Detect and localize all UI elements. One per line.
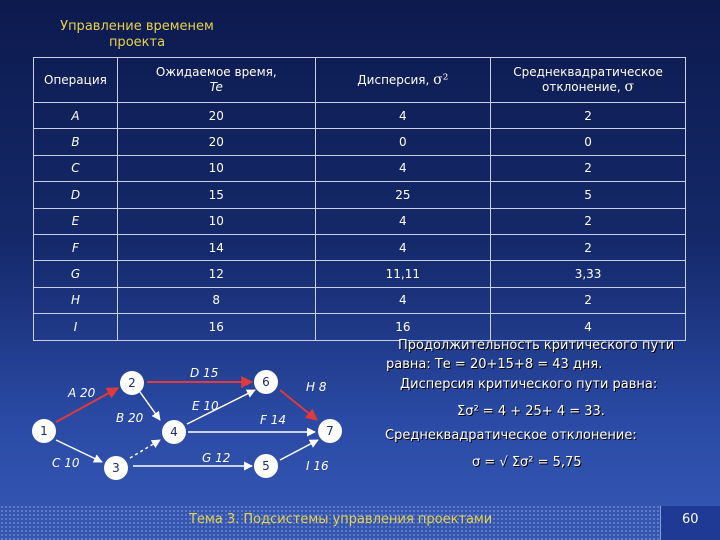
edge-label-f: F 14: [260, 413, 286, 427]
cell-operation: I: [34, 314, 118, 340]
cell-variance: 4: [315, 234, 491, 260]
cell-expected-time: 20: [117, 103, 315, 129]
table-row: [34, 182, 686, 208]
cell-std-deviation: 5: [491, 182, 686, 208]
edge-label-c: C 10: [52, 456, 80, 470]
cell-operation: H: [34, 287, 118, 313]
svg-text:1: 1: [40, 424, 48, 438]
edge-label-d: D 15: [190, 366, 219, 380]
cell-expected-time: 10: [117, 155, 315, 181]
cell-variance: 4: [315, 103, 491, 129]
cell-operation: F: [34, 234, 118, 260]
cell-variance: 4: [315, 208, 491, 234]
cell-expected-time: 8: [117, 287, 315, 313]
node-1: [32, 419, 56, 443]
header-expected-time: Ожидаемое время, Te: [117, 58, 315, 103]
cell-std-deviation: 2: [491, 155, 686, 181]
cell-expected-time: 16: [117, 314, 315, 340]
svg-text:5: 5: [262, 459, 270, 473]
cell-variance: 11,11: [315, 261, 491, 287]
cell-expected-time: 20: [117, 129, 315, 155]
cell-variance: 4: [315, 287, 491, 313]
cell-operation: E: [34, 208, 118, 234]
note-std-deviation-formula: σ = √ Σσ² = 5,75: [472, 455, 582, 470]
node-3: [104, 456, 128, 480]
note-critical-path-duration: Продолжительность критического пути: [398, 338, 675, 353]
node-5: [254, 454, 278, 478]
cell-std-deviation: 2: [491, 103, 686, 129]
cell-std-deviation: 4: [491, 314, 686, 340]
cell-std-deviation: 2: [491, 234, 686, 260]
cell-operation: B: [34, 129, 118, 155]
node-2: [120, 371, 144, 395]
note-std-deviation-title: Среднеквадратическое отклонение:: [385, 428, 637, 443]
node-4: [162, 420, 186, 444]
edge-label-b: B 20: [116, 411, 144, 425]
cell-std-deviation: 2: [491, 208, 686, 234]
cell-variance: 16: [315, 314, 491, 340]
edge-label-a: A 20: [68, 386, 96, 400]
table-row: [34, 103, 686, 129]
table-row: [34, 261, 686, 287]
cell-std-deviation: 0: [491, 129, 686, 155]
table-row: [34, 155, 686, 181]
cell-operation: A: [34, 103, 118, 129]
cell-operation: G: [34, 261, 118, 287]
table-row: [34, 314, 686, 340]
svg-text:6: 6: [262, 375, 270, 389]
cell-variance: 4: [315, 155, 491, 181]
table-row: [34, 129, 686, 155]
edge-dummy: [130, 440, 160, 458]
edge-label-h: H 8: [306, 380, 327, 394]
cell-expected-time: 10: [117, 208, 315, 234]
time-estimates-table: [33, 57, 686, 341]
edge-label-e: E 10: [192, 399, 219, 413]
header-operation: Операция: [34, 58, 118, 103]
cell-expected-time: 14: [117, 234, 315, 260]
header-variance: Дисперсия, σ²: [315, 58, 491, 103]
note-variance-title: Дисперсия критического пути равна:: [400, 377, 658, 392]
svg-text:7: 7: [326, 424, 334, 438]
note-critical-path-value: равна: Те = 20+15+8 = 43 дня.: [386, 357, 603, 372]
svg-text:4: 4: [170, 425, 178, 439]
svg-text:3: 3: [112, 461, 120, 475]
note-variance-formula: Σσ² = 4 + 25+ 4 = 33.: [457, 404, 605, 419]
node-7: [318, 419, 342, 443]
cell-std-deviation: 2: [491, 287, 686, 313]
cell-operation: C: [34, 155, 118, 181]
cell-std-deviation: 3,33: [491, 261, 686, 287]
svg-text:2: 2: [128, 376, 136, 390]
table-row: [34, 208, 686, 234]
table-header-row: [34, 58, 686, 103]
table-row: [34, 234, 686, 260]
edge-i: [280, 440, 318, 460]
cell-expected-time: 12: [117, 261, 315, 287]
cell-variance: 0: [315, 129, 491, 155]
project-network-diagram: [30, 360, 360, 490]
node-6: [254, 370, 278, 394]
course-title: Управление временем проекта: [60, 19, 214, 50]
footer-topic: Тема 3. Подсистемы управления проектами: [189, 512, 493, 527]
edge-label-i: I 16: [306, 459, 329, 473]
edge-label-g: G 12: [202, 451, 231, 465]
table-row: [34, 287, 686, 313]
header-std-deviation: Среднеквадратическое отклонение, σ: [491, 58, 686, 103]
cell-operation: D: [34, 182, 118, 208]
cell-variance: 25: [315, 182, 491, 208]
page-number: 60: [682, 512, 699, 527]
cell-expected-time: 15: [117, 182, 315, 208]
